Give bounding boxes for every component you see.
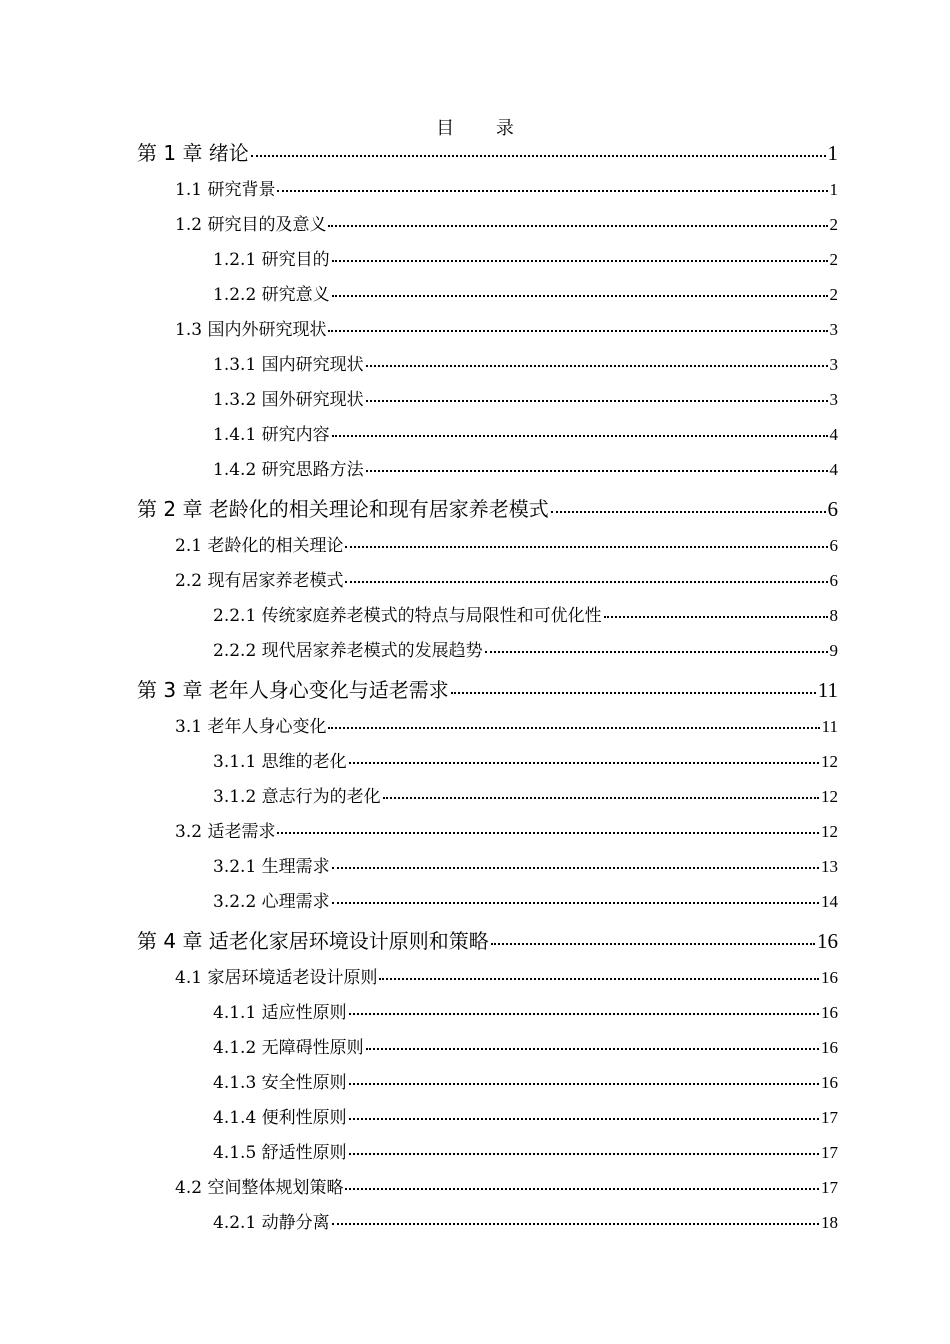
toc-entry-label: 2.2.2 现代居家养老模式的发展趋势	[213, 641, 483, 661]
toc-entry-label: 1.1 研究背景	[175, 180, 276, 200]
dot-leader	[604, 616, 828, 618]
toc-entry-label: 1.3.2 国外研究现状	[213, 390, 364, 410]
toc-entry-label: 4.2.1 动静分离	[213, 1213, 330, 1233]
toc-page-number: 6	[829, 536, 838, 555]
toc-page-number: 12	[821, 787, 838, 806]
toc-title: 目 录	[436, 118, 532, 139]
toc-page-number: 3	[829, 320, 838, 339]
toc-entry-label: 4.1.1 适应性原则	[213, 1003, 347, 1023]
dot-leader	[332, 260, 828, 262]
toc-section[interactable]	[175, 566, 838, 591]
toc-page-number: 8	[829, 606, 838, 625]
toc-entry-label: 4.1 家居环境适老设计原则	[175, 968, 378, 988]
dot-leader	[332, 902, 819, 904]
dot-leader	[345, 1188, 819, 1190]
toc-page-number: 17	[821, 1108, 838, 1127]
toc-entry-label: 2.2.1 传统家庭养老模式的特点与局限性和可优化性	[213, 606, 602, 626]
toc-subsection[interactable]	[213, 1033, 838, 1058]
dot-leader	[383, 797, 819, 799]
dot-leader	[491, 943, 815, 945]
toc-page-number: 2	[829, 250, 838, 269]
toc-entry-label: 3.2.2 心理需求	[213, 892, 330, 912]
toc-page-number: 3	[829, 390, 838, 409]
toc-entry-label: 2.1 老龄化的相关理论	[175, 536, 344, 556]
toc-entry-label: 1.4.1 研究内容	[213, 425, 330, 445]
toc-page-number: 4	[829, 425, 838, 444]
dot-leader	[366, 470, 828, 472]
toc-entry-label: 4.1.2 无障碍性原则	[213, 1038, 364, 1058]
dot-leader	[277, 832, 819, 834]
toc-page-number: 11	[817, 678, 838, 702]
dot-leader	[451, 692, 816, 694]
toc-subsection[interactable]	[213, 1138, 838, 1163]
toc-section[interactable]	[175, 315, 838, 340]
toc-entry-label: 3.1 老年人身心变化	[175, 717, 327, 737]
toc-page-number: 12	[821, 822, 838, 841]
toc-subsection[interactable]	[213, 782, 838, 807]
toc-chapter[interactable]	[137, 493, 838, 522]
toc-page-number: 11	[821, 717, 838, 736]
dot-leader	[349, 1083, 819, 1085]
toc-section[interactable]	[175, 963, 838, 988]
toc-entry-label: 第 1 章 绪论	[137, 141, 249, 165]
toc-subsection[interactable]	[213, 887, 838, 912]
toc-section[interactable]	[175, 210, 838, 235]
toc-entry-label: 1.2.1 研究目的	[213, 250, 330, 270]
toc-subsection[interactable]	[213, 852, 838, 877]
toc-page-number: 6	[827, 497, 838, 521]
toc-page-number: 18	[821, 1213, 838, 1232]
dot-leader	[328, 330, 827, 332]
toc-page-number: 9	[829, 641, 838, 660]
toc-subsection[interactable]	[213, 998, 838, 1023]
toc-entry-label: 4.1.3 安全性原则	[213, 1073, 347, 1093]
dot-leader	[332, 1223, 819, 1225]
toc-chapter[interactable]	[137, 674, 838, 703]
toc-entry-label: 3.1.2 意志行为的老化	[213, 787, 381, 807]
toc-page-number: 16	[817, 929, 838, 953]
dot-leader	[349, 1118, 819, 1120]
toc-page-number: 3	[829, 355, 838, 374]
toc-entry-label: 3.2.1 生理需求	[213, 857, 330, 877]
dot-leader	[551, 511, 826, 513]
toc-entry-label: 1.3.1 国内研究现状	[213, 355, 364, 375]
toc-page-number: 17	[821, 1178, 838, 1197]
toc-subsection[interactable]	[213, 601, 838, 626]
toc-subsection[interactable]	[213, 1103, 838, 1128]
toc-page-number: 1	[829, 180, 838, 199]
toc-entry-label: 4.2 空间整体规划策略	[175, 1178, 344, 1198]
toc-page-number: 4	[829, 460, 838, 479]
toc-section[interactable]	[175, 712, 838, 737]
toc-entry-label: 4.1.5 舒适性原则	[213, 1143, 347, 1163]
toc-page-number: 17	[821, 1143, 838, 1162]
toc-page-number: 1	[827, 141, 838, 165]
toc-subsection[interactable]	[213, 1208, 838, 1233]
dot-leader	[332, 295, 828, 297]
toc-page-number: 2	[829, 285, 838, 304]
toc-entry-label: 1.3 国内外研究现状	[175, 320, 327, 340]
toc-subsection[interactable]	[213, 385, 838, 410]
toc-subsection[interactable]	[213, 636, 838, 661]
toc-subsection[interactable]	[213, 420, 838, 445]
toc-page-number: 13	[821, 857, 838, 876]
toc-entry-label: 3.2 适老需求	[175, 822, 276, 842]
toc-page-number: 16	[821, 1038, 838, 1057]
toc-entry-label: 第 2 章 老龄化的相关理论和现有居家养老模式	[137, 497, 549, 521]
toc-page-number: 16	[821, 968, 838, 987]
dot-leader	[277, 190, 827, 192]
dot-leader	[366, 1048, 819, 1050]
toc-entry-label: 1.2.2 研究意义	[213, 285, 330, 305]
toc-page-number: 16	[821, 1073, 838, 1092]
toc-subsection[interactable]	[213, 455, 838, 480]
toc-page-number: 14	[821, 892, 838, 911]
toc-entry-label: 1.2 研究目的及意义	[175, 215, 327, 235]
dot-leader	[366, 365, 828, 367]
toc-entry-label: 3.1.1 思维的老化	[213, 752, 347, 772]
toc-section[interactable]	[175, 175, 838, 200]
toc-subsection[interactable]	[213, 1068, 838, 1093]
dot-leader	[345, 546, 827, 548]
dot-leader	[332, 867, 819, 869]
toc-section[interactable]	[175, 531, 838, 556]
toc-entry-label: 第 3 章 老年人身心变化与适老需求	[137, 678, 449, 702]
toc-section[interactable]	[175, 817, 838, 842]
toc-page-number: 12	[821, 752, 838, 771]
toc-page-number: 6	[829, 571, 838, 590]
dot-leader	[332, 435, 828, 437]
toc-section[interactable]	[175, 1173, 838, 1198]
toc-entry-label: 1.4.2 研究思路方法	[213, 460, 364, 480]
dot-leader	[349, 762, 819, 764]
dot-leader	[345, 581, 827, 583]
dot-leader	[328, 225, 827, 227]
toc-subsection[interactable]	[213, 350, 838, 375]
dot-leader	[251, 155, 826, 157]
toc-page-number: 2	[829, 215, 838, 234]
toc-entry-label: 4.1.4 便利性原则	[213, 1108, 347, 1128]
dot-leader	[328, 727, 819, 729]
toc-subsection[interactable]	[213, 245, 838, 270]
toc-subsection[interactable]	[213, 280, 838, 305]
dot-leader	[349, 1153, 819, 1155]
toc-entry-label: 第 4 章 适老化家居环境设计原则和策略	[137, 929, 489, 953]
toc-chapter[interactable]	[137, 925, 838, 954]
dot-leader	[349, 1013, 819, 1015]
dot-leader	[366, 400, 828, 402]
toc-page-number: 16	[821, 1003, 838, 1022]
toc-entry-label: 2.2 现有居家养老模式	[175, 571, 344, 591]
toc-subsection[interactable]	[213, 747, 838, 772]
toc-chapter[interactable]	[137, 137, 838, 166]
dot-leader	[379, 978, 819, 980]
dot-leader	[485, 651, 828, 653]
